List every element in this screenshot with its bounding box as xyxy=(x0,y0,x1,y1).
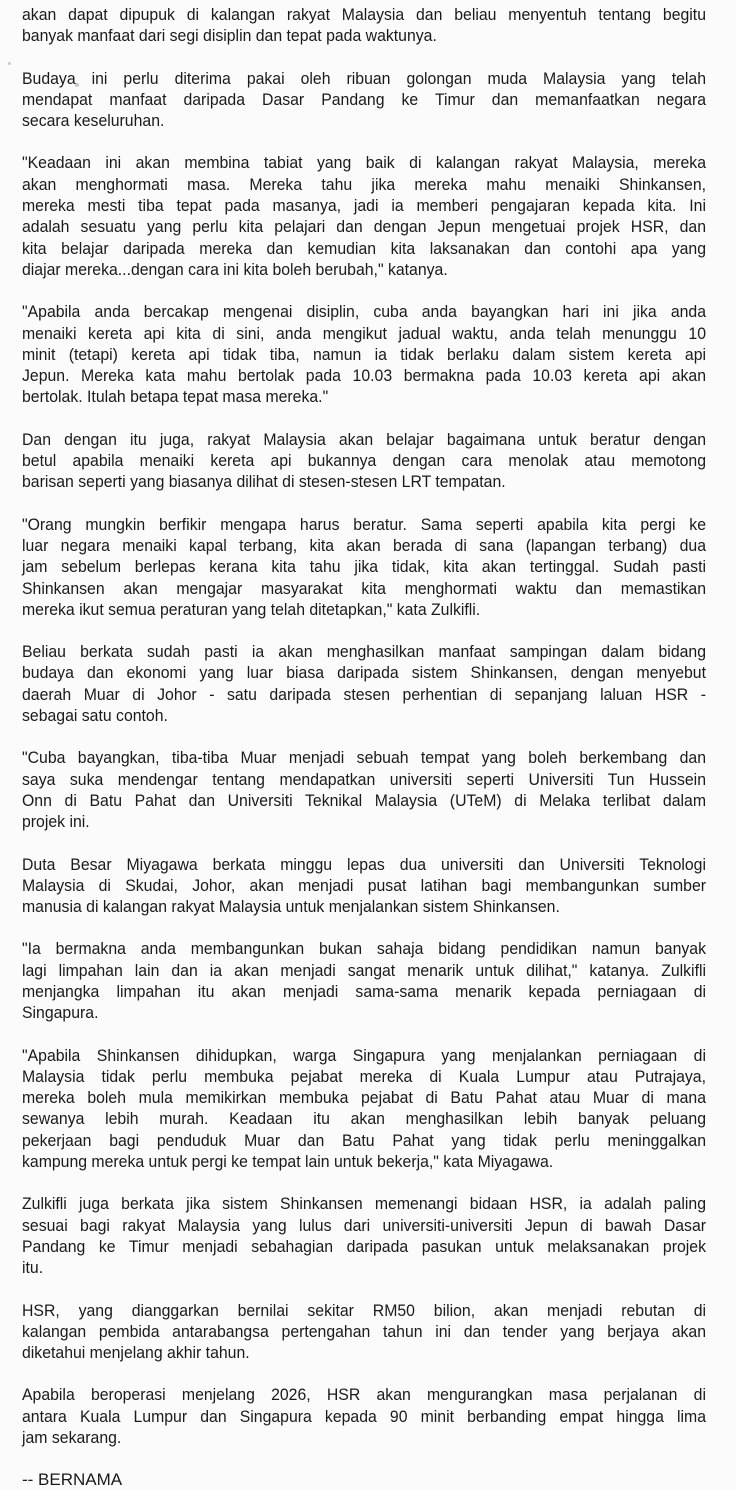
paragraph-line: Duta Besar Miyagawa berkata minggu lepas dua universiti dan Universiti Teknologi xyxy=(22,854,707,874)
article-signoff: -- BERNAMA xyxy=(22,1470,123,1490)
paragraph-line: barisan seperti yang biasanya dilihat di stesen-stesen LRT tempatan. xyxy=(22,472,506,492)
paragraph-line: "Apabila anda bercakap mengenai disiplin, cuba anda bayangkan hari ini jika anda xyxy=(22,302,707,322)
paragraph-line: Zulkifli juga berkata jika sistem Shinkansen memenangi bidaan HSR, ia adalah paling xyxy=(22,1194,707,1214)
paragraph-line: mereka mesti tiba tepat pada masanya, jadi ia memberi pengajaran kepada kita. Ini xyxy=(22,196,707,216)
paragraph-line: banyak manfaat dari segi disiplin dan tepat pada waktunya. xyxy=(22,26,437,46)
paragraph-line: mereka ikut semua peraturan yang telah ditetapkan," kata Zulkifli. xyxy=(22,599,481,619)
paragraph-line: akan menghormati masa. Mereka tahu jika mereka mahu menaiki Shinkansen, xyxy=(22,174,707,194)
paragraph-line: "Apabila Shinkansen dihidupkan, warga Singapura yang menjalankan perniagaan di xyxy=(22,1045,707,1065)
paragraph-line: kalangan pembida antarabangsa pertengahan tahun ini dan tender yang berjaya akan xyxy=(22,1321,707,1341)
paragraph-line: luar negara menaiki kapal terbang, kita akan berada di sana (lapangan terbang) dua xyxy=(22,535,707,555)
article-body xyxy=(22,4,706,1490)
paragraph-line: "Ia bermakna anda membangunkan bukan sahaja bidang pendidikan namun banyak xyxy=(22,939,707,959)
paragraph-line: menaiki kereta api kita di sini, anda mengikut jadual waktu, anda telah menunggu 10 xyxy=(22,323,707,343)
paragraph-line: HSR, yang dianggarkan bernilai sekitar RM50 bilion, akan menjadi rebutan di xyxy=(22,1300,707,1320)
article-paragraph xyxy=(22,514,706,620)
paragraph-line: betul apabila menaiki kereta api bukannya dengan cara menolak atau memotong xyxy=(22,451,707,471)
paragraph-line: sewanya lebih murah. Keadaan itu akan menghasilkan lebih banyak peluang xyxy=(22,1109,707,1129)
paragraph-line: budaya dan ekonomi yang luar biasa daripada sistem Shinkansen, dengan menyebut xyxy=(22,663,707,683)
paragraph-line: Apabila beroperasi menjelang 2026, HSR akan mengurangkan masa perjalanan di xyxy=(22,1385,707,1405)
article-paragraph xyxy=(22,1045,706,1173)
paragraph-line: mereka boleh mula memikirkan membuka pejabat di Batu Pahat atau Muar di mana xyxy=(22,1088,707,1108)
paragraph-line: Onn di Batu Pahat dan Universiti Teknikal Malaysia (UTeM) di Melaka terlibat dalam xyxy=(22,790,707,810)
paragraph-line: adalah sesuatu yang perlu kita pelajari dan dengan Jepun mengetuai projek HSR, dan xyxy=(22,217,707,237)
paragraph-line: Malaysia tidak perlu membuka pejabat mereka di Kuala Lumpur atau Putrajaya, xyxy=(22,1066,707,1086)
paragraph-line: sebagai satu contoh. xyxy=(22,706,168,726)
paragraph-line: projek ini. xyxy=(22,812,90,832)
paragraph-line: diajar mereka...dengan cara ini kita boleh berubah," katanya. xyxy=(22,259,448,279)
paragraph-line: "Keadaan ini akan membina tabiat yang baik di kalangan rakyat Malaysia, mereka xyxy=(22,153,707,173)
paragraph-line: antara Kuala Lumpur dan Singapura kepada 90 minit berbanding empat hingga lima xyxy=(22,1406,707,1426)
paragraph-line: jam sebelum berlepas kerana kita tahu jika tidak, kita akan tertinggal. Sudah pasti xyxy=(22,557,707,577)
paragraph-line: bertolak. Itulah betapa tepat masa mereka." xyxy=(22,387,329,407)
paragraph-line: "Cuba bayangkan, tiba-tiba Muar menjadi sebuah tempat yang boleh berkembang dan xyxy=(22,748,707,768)
article-paragraph xyxy=(22,641,706,726)
paragraph-line: kampung mereka untuk pergi ke tempat lain untuk bekerja," kata Miyagawa. xyxy=(22,1152,554,1172)
paragraph-line: saya suka mendengar tentang mendapatkan universiti seperti Universiti Tun Hussein xyxy=(22,769,707,789)
article-paragraph xyxy=(22,938,706,1023)
paragraph-line: Beliau berkata sudah pasti ia akan menghasilkan manfaat sampingan dalam bidang xyxy=(22,642,707,662)
article-paragraph xyxy=(22,4,706,47)
paragraph-line: itu. xyxy=(22,1258,44,1278)
article-paragraph xyxy=(22,429,706,493)
paragraph-line: diketahui menjelang akhir tahun. xyxy=(22,1343,250,1363)
paragraph-line: akan dapat dipupuk di kalangan rakyat Malaysia dan beliau menyentuh tentang begitu xyxy=(22,5,707,24)
paragraph-line: pekerjaan bagi penduduk Muar dan Batu Pahat yang tidak perlu meninggalkan xyxy=(22,1130,707,1150)
paragraph-line: sesuai bagi rakyat Malaysia yang lulus dari universiti-universiti Jepun di bawah Dasar xyxy=(22,1215,707,1235)
article-paragraph xyxy=(22,68,706,132)
scan-speck xyxy=(8,62,11,65)
paragraph-line: daerah Muar di Johor - satu daripada stesen perhentian di sepanjang laluan HSR - xyxy=(22,684,707,704)
paragraph-line: lagi limpahan lain dan ia akan menjadi sangat menarik untuk dilihat," katanya. Zulkifli xyxy=(22,960,707,980)
paragraph-line: mendapat manfaat daripada Dasar Pandang ke Timur dan memanfaatkan negara xyxy=(22,89,707,109)
paragraph-line: Pandang ke Timur menjadi sebahagian daripada pasukan untuk melaksanakan projek xyxy=(22,1236,707,1256)
paragraph-line: menjangka limpahan itu akan menjadi sama-sama menarik kepada perniagaan di xyxy=(22,981,707,1001)
article-paragraph xyxy=(22,152,706,280)
paragraph-line: "Orang mungkin berfikir mengapa harus beratur. Sama seperti apabila kita pergi ke xyxy=(22,514,707,534)
paragraph-line: kita belajar daripada mereka dan kemudian kita laksanakan dan contohi apa yang xyxy=(22,238,707,258)
paragraph-line: Dan dengan itu juga, rakyat Malaysia akan belajar bagaimana untuk beratur dengan xyxy=(22,429,707,449)
paragraph-line: secara keseluruhan. xyxy=(22,111,165,131)
paragraph-line: Jepun. Mereka kata mahu bertolak pada 10.03 bermakna pada 10.03 kereta api akan xyxy=(22,366,707,386)
article-paragraph xyxy=(22,1193,706,1278)
paragraph-line: manusia di kalangan rakyat Malaysia untuk menjalankan sistem Shinkansen. xyxy=(22,897,560,917)
paragraph-line: Shinkansen akan mengajar masyarakat kita menghormati waktu dan memastikan xyxy=(22,578,707,598)
paragraph-line: Singapura. xyxy=(22,1003,99,1023)
paragraph-line: jam sekarang. xyxy=(22,1428,122,1448)
article-paragraph xyxy=(22,854,706,918)
article-paragraph xyxy=(22,301,706,407)
paragraph-line: Budaya ini perlu diterima pakai oleh ribuan golongan muda Malaysia yang telah xyxy=(22,68,707,88)
paragraph-line: minit (tetapi) kereta api tidak tiba, namun ia tidak berlaku dalam sistem kereta api xyxy=(22,344,707,364)
article-paragraph xyxy=(22,747,706,832)
article-paragraph xyxy=(22,1300,706,1364)
article-paragraph xyxy=(22,1384,706,1448)
paragraph-line: Malaysia di Skudai, Johor, akan menjadi pusat latihan bagi membangunkan sumber xyxy=(22,875,707,895)
